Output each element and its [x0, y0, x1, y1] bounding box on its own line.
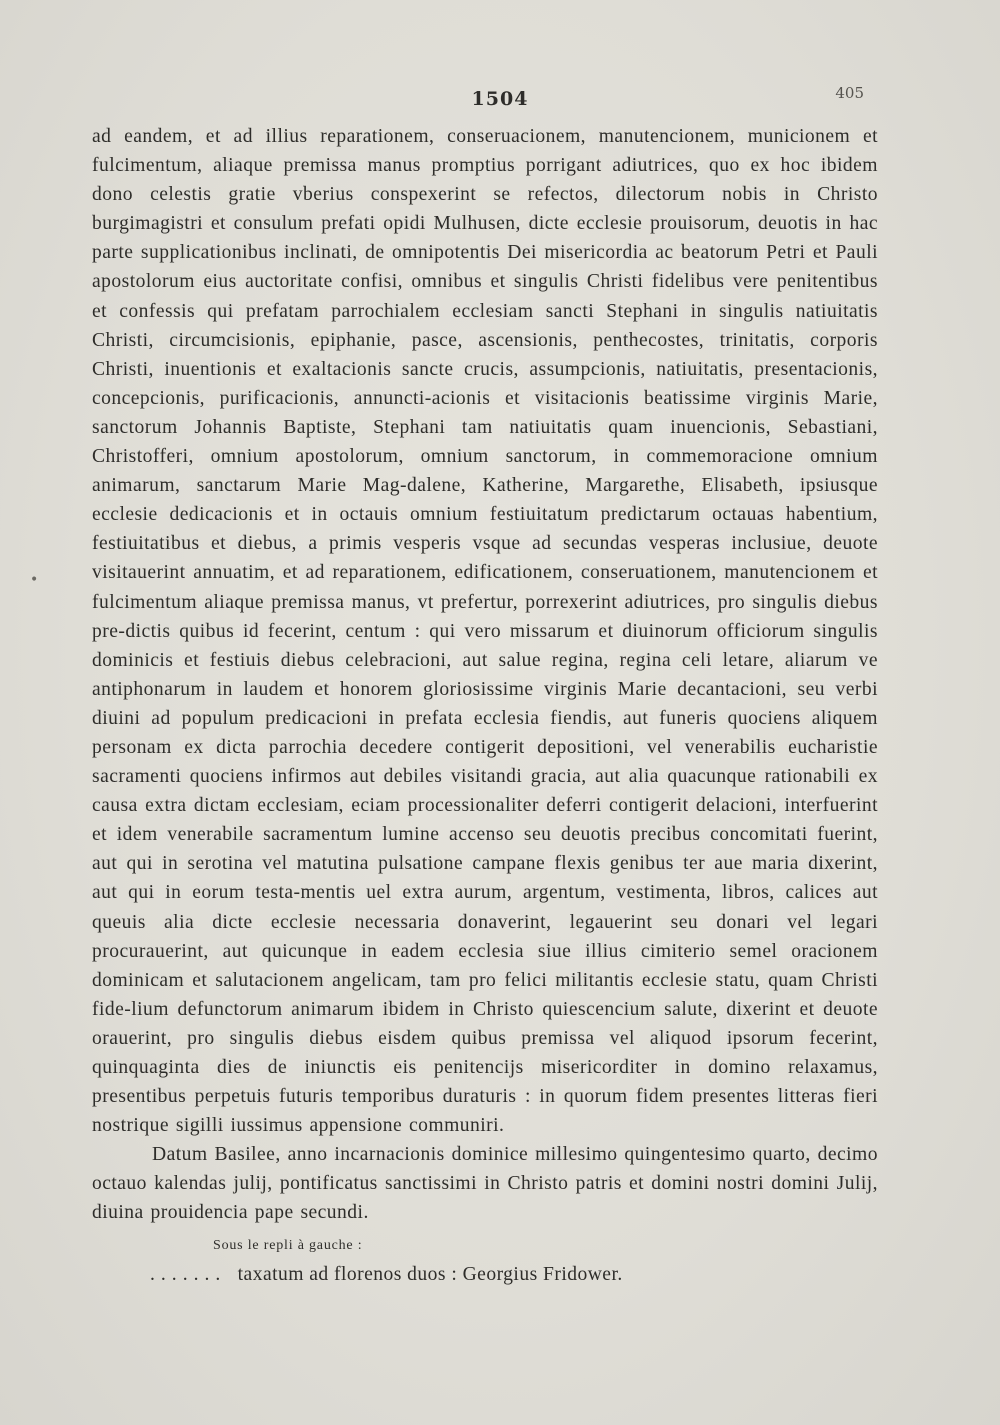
- paragraph-dating: Datum Basilee, anno incarnacionis dominice millesimo quingentesimo quarto, decimo octauo kalendas julij, pontificatus sanctissimi in Christo patris et domini nostri domini Julij, diuina prouidencia pape secundi.: [92, 1144, 878, 1224]
- page-number: 405: [835, 84, 864, 102]
- margin-mark: •: [30, 572, 39, 588]
- repli-dots: .......: [150, 1264, 227, 1285]
- page-header: [0, 84, 1000, 118]
- page-year: 1504: [471, 88, 529, 110]
- repli-line: [150, 1264, 623, 1286]
- paragraph-main: ad eandem, et ad illius reparationem, conseruacionem, manutencionem, municionem et fulcimentum, aliaque premissa manus promptius porrigant adiutrices, quo ex hoc ibidem dono celestis gratie vberius conspexerint se refectos, dilectorum nobis in Christo burgimagistri et consulum prefati opidi Mulhusen, dicte ecclesie prouisorum, deuotis in hac parte supplicationibus inclinati, de omnipotentis Dei misericordia ac beatorum Petri et Pauli apostolorum eius auctoritate confisi, omnibus et singulis Christi fidelibus vere penitentibus et confessis qui prefatam parrochialem ecclesiam sancti Stephani in singulis natiuitatis Christi, circumcisionis, epiphanie, pasce, ascensionis, penthecostes, trinitatis, corporis Christi, inuentionis et exaltacionis sancte crucis, assumpcionis, natiuitatis, presentacionis, concepcionis, purificacionis, annuncti-acionis et visitacionis beatissime virginis Marie, sanctorum Johannis Baptiste, Stephani tam natiuitatis quam inuencionis, Sebastiani, Christofferi, omnium apostolorum, omnium sanctorum, in commemoracione omnium animarum, sanctarum Marie Mag-dalene, Katherine, Margarethe, Elisabeth, ipsiusque ecclesie dedicacionis et in octauis omnium festiuitatum predictarum octauas habentium, festiuitatibus et diebus, a primis vesperis vsque ad secundas vesperas inclusiue, deuote visitauerint annuatim, et ad reparationem, edificationem, conseruationem, manutencionem et fulcimentum aliaque premissa manus, vt prefertur, porrexerint adiutrices, pro singulis diebus pre-dictis quibus id fecerint, centum : qui vero missarum et diuinorum officiorum singulis dominicis et festiuis diebus celebracioni, aut salue regina, regina celi letare, aliarum ve antiphonarum in laudem et honorem gloriosissime virginis Marie decantacioni, seu verbi diuini ad populum predicacioni in prefata ecclesia fiendis, aut funeris quociens aliquem personam ex dicta parrochia decedere contigerit depositioni, vel venerabilis eucharistie sacramenti quociens infirmos aut debiles visitandi gracia, aut alia quacunque rationabili ex causa extra dictam ecclesiam, eciam processionaliter deferri contigerit delacioni, interfuerint et idem venerabile sacramentum lumine accenso seu deuotis precibus concomitati fuerint, aut qui in serotina vel matutina pulsatione campane flexis genibus ter aue maria dixerint, aut qui in eorum testa-mentis uel extra aurum, argentum, vestimenta, libros, calices aut queuis alia dicte ecclesie necessaria donaverint, legauerint seu donari vel legari procurauerint, aut quicunque in eadem ecclesia siue illius cimiterio semel oracionem dominicam et salutacionem angelicam, tam pro felici militantis ecclesie statu, quam Christi fide-lium defunctorum animarum ibidem in Christo quiescencium salute, dixerint et deuote orauerint, pro singulis diebus eisdem quibus premissa vel aliquod ipsorum fecerint, quinquaginta dies de iniunctis eis penitencijs misericorditer in domino relaxamus, presentibus perpetuis futuris temporibus duraturis : in quorum fidem presentes litteras fieri nostrique sigilli iussimus appensione communiri.: [92, 126, 878, 1137]
- document-body: [92, 122, 878, 1228]
- repli-label: Sous le repli à gauche :: [213, 1238, 363, 1253]
- repli-text: taxatum ad florenos duos : Georgius Fridower.: [237, 1264, 623, 1285]
